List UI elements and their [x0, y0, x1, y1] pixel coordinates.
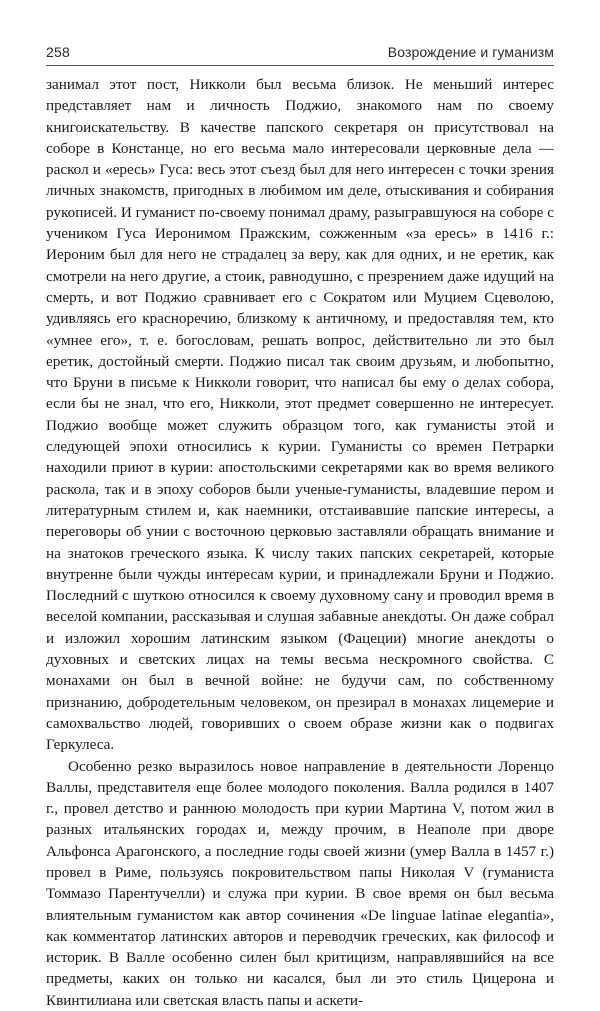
body-text [46, 74, 554, 1011]
running-title: Возрождение и гуманизм [388, 44, 554, 60]
page-number: 258 [46, 44, 70, 60]
page-header [46, 44, 554, 60]
paragraph-2: Особенно резко выразилось новое направление в деятельности Лоренцо Валлы, представителя еще более молодого поколения. Валла родился в 1407 г., провел детство и раннюю молодость при курии Мартина V, потом жил в разных итальянских городах и, между прочим, в Неаполе при дворе Альфонса Арагонского, а последние годы своей жизни (умер Валла в 1457 г.) провел в Риме, пользуясь покровительством папы Николая V (гуманиста Томмазо Парентучелли) и служа при курии. В свое время он был весьма влиятельным гуманистом как автор сочинения «De linguae latinae elegantia», как комментатор латинских авторов и переводчик греческих, как философ и историк. В Валле особенно силен был критицизм, направлявшийся на все предметы, каких он только ни касался, был ли это стиль Цицерона и Квинтилиана или светская власть папы и аскети- [46, 756, 554, 1011]
header-divider [46, 65, 554, 66]
paragraph-1: занимал этот пост, Никколи был весьма близок. Не меньший интерес представляет нам и личность Поджио, знакомого нам по своему книгоискательству. В качестве папского секретаря он присутствовал на соборе в Констанце, но его весьма мало интересовали церковные дела — раскол и «ересь» Гуса: весь этот съезд был для него интересен с точки зрения личных знакомств, пригодных в любимом им деле, отыскивания и собирания рукописей. И гуманист по-своему понимал драму, разыгравшуюся на соборе с учеником Гуса Иеронимом Пражским, сожженным «за ересь» в 1416 г.: Иероним был для него не страдалец за веру, как для одних, и не еретик, как смотрели на него другие, а стоик, равнодушно, с презрением даже идущий на смерть, и вот Поджио сравнивает его с Сократом или Муцием Сцеволою, удивляясь его красноречию, близкому к античному, и предоставляя тем, кто «умнее его», т. е. богословам, решать вопрос, действительно ли это был еретик, достойный смерти. Поджио писал так своим друзьям, и любопытно, что Бруни в письме к Никколи говорит, что написал бы ему о делах собора, если бы не знал, что его, Никколи, этот предмет совершенно не интересует. Поджио вообще может служить образцом того, как гуманисты этой и следующей эпохи относились к курии. Гуманисты со времен Петрарки находили приют в курии: апостольскими секретарями как во время великого раскола, так и в эпоху соборов были ученые-гуманисты, владевшие пером и литературным стилем и, как наемники, отстаивавшие папские интересы, а переговоры об унии с восточною церковью заставляли обращать внимание и на знатоков греческого языка. К числу таких папских секретарей, которые внутренне были чужды интересам курии, и принадлежали Бруни и Поджио. Последний с шуткою относился к своему духовному сану и проводил время в веселой компании, рассказывая и слушая забавные анекдоты. Он даже собрал и изложил хорошим латинским языком (Фацеции) многие анекдоты о духовных и светских лицах на темы весьма нескромного свойства. С монахами он был в вечной войне: не будучи сам, по собственному признанию, добродетельным человеком, он презирал в монахах лицемерие и самохвальство людей, говоривших о своем образе жизни как о подвигах Геркулеса. [46, 74, 554, 756]
